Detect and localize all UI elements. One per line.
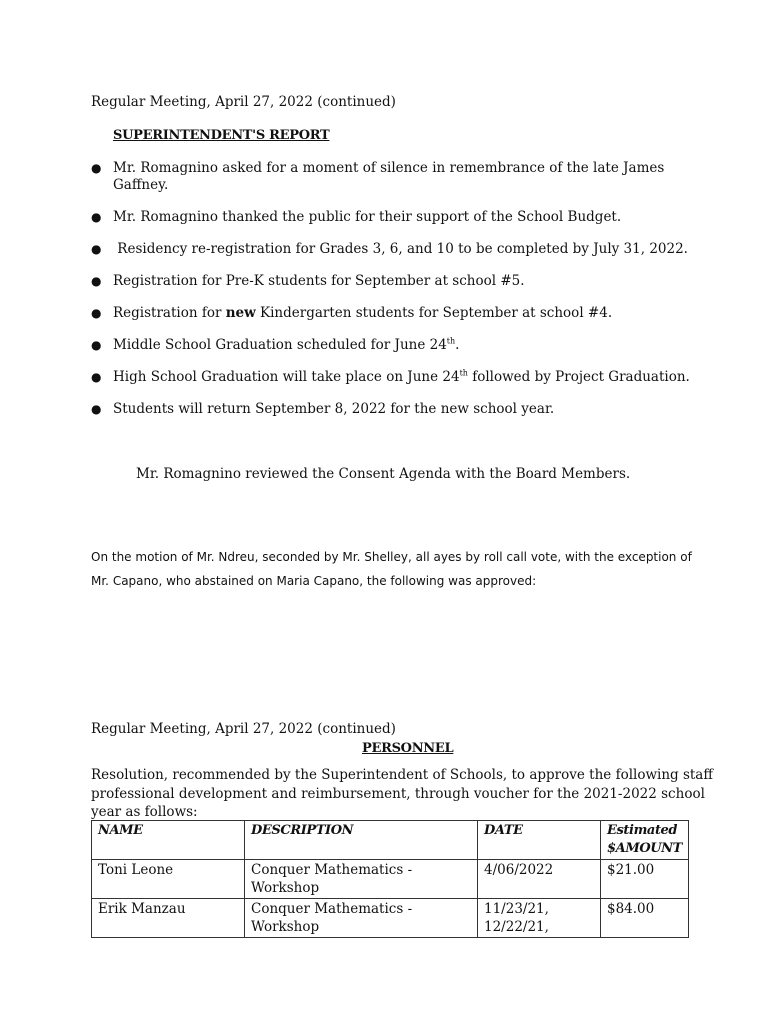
resolution-line-2: professional development and reimbursement, through voucher for the 2021-2022 school — [91, 786, 705, 802]
cell-name: Toni Leone — [92, 860, 245, 899]
table-row — [92, 899, 689, 938]
staff-reimbursement-table — [91, 820, 689, 938]
personnel-heading: PERSONNEL — [362, 741, 454, 756]
bullet-icon: ● — [91, 370, 102, 384]
list-item: ● Middle School Graduation scheduled for June 24th. — [91, 336, 460, 353]
bullet-icon: ● — [91, 306, 102, 320]
motion-text-line-1: On the motion of Mr. Ndreu, seconded by Mr. Shelley, all ayes by roll call vote, with the exception of — [91, 550, 692, 564]
column-header-name: NAME — [92, 821, 245, 860]
cell-description: Conquer Mathematics - Workshop — [245, 899, 478, 938]
cell-name: Erik Manzau — [92, 899, 245, 938]
resolution-line-3: year as follows: — [91, 804, 198, 820]
bullet-icon: ● — [91, 161, 102, 175]
bullet-icon: ● — [91, 242, 102, 256]
page-header-2: Regular Meeting, April 27, 2022 (continued) — [91, 721, 396, 737]
superintendent-report-heading: SUPERINTENDENT'S REPORT — [113, 128, 330, 143]
cell-date: 4/06/2022 — [478, 860, 601, 899]
list-item: ● High School Graduation will take place on June 24th followed by Project Graduation. — [91, 368, 690, 385]
bullet-icon: ● — [91, 274, 102, 288]
page-header: Regular Meeting, April 27, 2022 (continued) — [91, 94, 396, 110]
list-item: ● Students will return September 8, 2022 for the new school year. — [91, 401, 555, 417]
report-bullet-list — [91, 160, 691, 433]
resolution-line-1: Resolution, recommended by the Superintendent of Schools, to approve the following staff — [91, 767, 713, 783]
bullet-icon: ● — [91, 338, 102, 352]
cell-description: Conquer Mathematics - Workshop — [245, 860, 478, 899]
bullet-icon: ● — [91, 402, 102, 416]
column-header-date: DATE — [478, 821, 601, 860]
table-row — [92, 860, 689, 899]
list-item: ● Residency re-registration for Grades 3, 6, and 10 to be completed by July 31, 2022. — [91, 241, 688, 257]
consent-agenda-line: Mr. Romagnino reviewed the Consent Agenda with the Board Members. — [136, 466, 631, 482]
bullet-icon: ● — [91, 210, 102, 224]
list-item: ● Registration for new Kindergarten students for September at school #4. — [91, 305, 613, 321]
motion-text-line-2: Mr. Capano, who abstained on Maria Capano, the following was approved: — [91, 574, 537, 588]
column-header-description: DESCRIPTION — [245, 821, 478, 860]
cell-date: 11/23/21, 12/22/21, — [478, 899, 601, 938]
cell-amount: $84.00 — [601, 899, 689, 938]
list-item: ● Registration for Pre-K students for September at school #5. — [91, 273, 525, 289]
cell-amount: $21.00 — [601, 860, 689, 899]
list-item: ● Mr. Romagnino thanked the public for their support of the School Budget. — [91, 209, 622, 225]
list-item: ● Mr. Romagnino asked for a moment of silence in remembrance of the late James Gaffney. — [91, 160, 665, 193]
column-header-amount: Estimated $AMOUNT — [601, 821, 689, 860]
table-header-row — [92, 821, 689, 860]
